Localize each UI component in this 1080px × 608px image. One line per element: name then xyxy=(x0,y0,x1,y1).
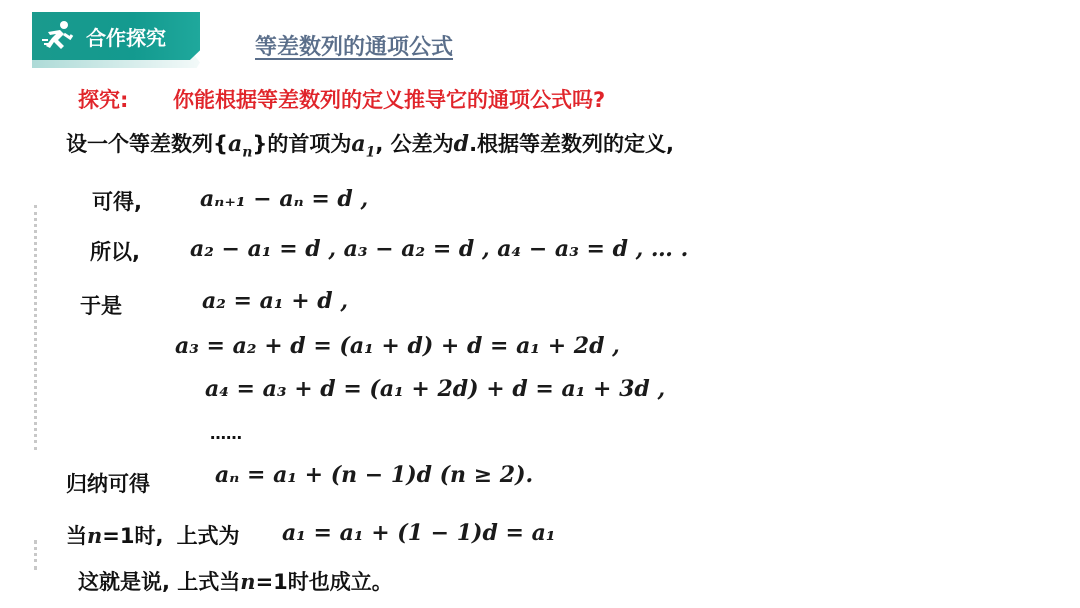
equation-3: a₂ = a₁ + d , xyxy=(202,288,348,314)
case-text-2: =1时, xyxy=(102,524,164,548)
section-title: 等差数列的通项公式 xyxy=(255,35,454,60)
conclusion-line xyxy=(78,566,393,596)
suoyi-label: 所以, xyxy=(90,240,140,264)
prompt-question: 你能根据等差数列的定义推导它的通项公式吗? xyxy=(173,88,606,112)
conclusion-text-1: 这就是说, 上式当 xyxy=(78,570,241,594)
guina-label: 归纳可得 xyxy=(66,472,150,496)
case-n1-line xyxy=(66,520,240,550)
intro-text-3: , 公差为 xyxy=(375,132,454,156)
equation-2: a₂ − a₁ = d , a₃ − a₂ = d , a₄ − a₃ = d , … . xyxy=(190,236,689,262)
equation-4: a₃ = a₂ + d = (a₁ + d) + d = a₁ + 2d , xyxy=(175,333,620,359)
intro-diff: d xyxy=(453,131,470,157)
equation-1: aₙ₊₁ − aₙ = d , xyxy=(200,186,369,212)
left-dotted-divider-lower xyxy=(34,540,37,570)
equation-6: aₙ = a₁ + (n − 1)d (n ≥ 2). xyxy=(215,462,534,488)
kede-label: 可得, xyxy=(92,190,142,214)
left-dotted-divider xyxy=(34,205,37,450)
intro-text-2: }的首项为 xyxy=(252,132,352,156)
case-text-3: 上式为 xyxy=(176,524,240,548)
prompt-label: 探究: xyxy=(78,88,129,112)
intro-line xyxy=(66,128,674,160)
intro-text-1: 设一个等差数列{ xyxy=(66,132,228,156)
case-n: n xyxy=(87,523,103,548)
conclusion-n: n xyxy=(240,569,256,594)
section-badge xyxy=(32,12,200,60)
conclusion-text-2: =1时也成立。 xyxy=(255,570,393,594)
equation-5: a₄ = a₃ + d = (a₁ + 2d) + d = a₁ + 3d , xyxy=(205,376,666,402)
yushi-label: 于是 xyxy=(80,294,122,318)
ellipsis: …… xyxy=(210,424,242,443)
case-text-1: 当 xyxy=(66,524,87,548)
intro-first: $a_1$ xyxy=(351,131,376,161)
badge-label: 合作探究 xyxy=(86,26,166,50)
intro-text-4: .根据等差数列的定义, xyxy=(469,132,675,156)
intro-seq: $a_n$ xyxy=(227,131,253,161)
equation-7: a₁ = a₁ + (1 − 1)d = a₁ xyxy=(282,520,556,546)
runner-icon xyxy=(42,20,76,52)
